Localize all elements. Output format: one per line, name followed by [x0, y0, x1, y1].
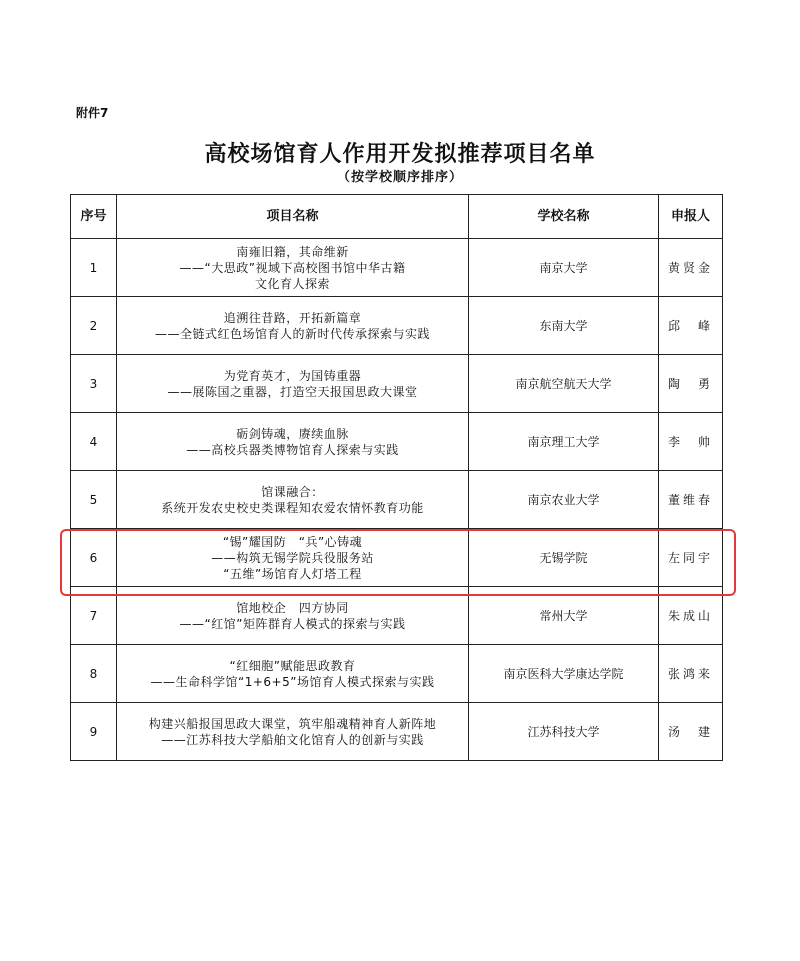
project-name-line: ——生命科学馆“1+6+5”场馆育人模式探索与实践	[150, 674, 435, 689]
header-number: 序号	[71, 195, 117, 239]
school-name-cell: 常州大学	[469, 587, 659, 645]
project-name-line: 系统开发农史校史类课程知农爱农情怀教育功能	[161, 500, 424, 515]
project-name-line: “锡”耀国防 “兵”心铸魂	[222, 534, 363, 549]
document-subtitle: （按学校顺序排序）	[336, 170, 463, 185]
project-name-line: ——江苏科技大学船舶文化馆育人的创新与实践	[161, 732, 424, 747]
project-name-line: 为党育英才，为国铸重器	[223, 368, 362, 383]
project-name-cell	[117, 703, 469, 761]
table-row	[71, 645, 723, 703]
document-title: 高校场馆育人作用开发拟推荐项目名单	[204, 142, 596, 167]
project-name-line: 追溯往昔路，开拓新篇章	[223, 310, 362, 325]
project-name-line: 砺剑铸魂，赓续血脉	[236, 426, 349, 441]
project-name-line: 构建兴船报国思政大课堂，筑牢船魂精神育人新阵地	[148, 716, 437, 731]
project-name-cell	[117, 355, 469, 413]
project-name-cell	[117, 471, 469, 529]
table-row	[71, 703, 723, 761]
project-name-line: ——高校兵器类博物馆育人探索与实践	[186, 442, 399, 457]
table-row	[71, 413, 723, 471]
school-name-cell: 江苏科技大学	[469, 703, 659, 761]
header-project-name: 项目名称	[117, 195, 469, 239]
row-number: 8	[71, 645, 117, 703]
project-name-cell	[117, 297, 469, 355]
school-name-cell: 南京理工大学	[469, 413, 659, 471]
row-number: 7	[71, 587, 117, 645]
applicant-cell: 左同宇	[659, 529, 723, 587]
table-row	[71, 239, 723, 297]
applicant-cell: 朱成山	[659, 587, 723, 645]
project-name-line: ——“大思政”视域下高校图书馆中华古籍	[179, 260, 406, 275]
school-name-cell: 南京大学	[469, 239, 659, 297]
table-row	[71, 297, 723, 355]
project-name-line: 南雍旧籍，其命维新	[236, 244, 349, 259]
project-name-cell	[117, 645, 469, 703]
applicant-cell: 陶 勇	[659, 355, 723, 413]
highlight-box	[60, 529, 736, 596]
project-name-line: ——展陈国之重器，打造空天报国思政大课堂	[167, 384, 418, 399]
school-name-cell: 无锡学院	[469, 529, 659, 587]
row-number: 5	[71, 471, 117, 529]
row-number: 9	[71, 703, 117, 761]
row-number: 6	[71, 529, 117, 587]
table-row	[71, 471, 723, 529]
project-name-cell	[117, 413, 469, 471]
applicant-cell: 张鸿来	[659, 645, 723, 703]
table-row	[71, 355, 723, 413]
project-name-line: “五维”场馆育人灯塔工程	[223, 566, 362, 581]
school-name-cell: 南京农业大学	[469, 471, 659, 529]
row-number: 2	[71, 297, 117, 355]
applicant-cell: 黄贤金	[659, 239, 723, 297]
applicant-cell: 李 帅	[659, 413, 723, 471]
project-table	[70, 194, 723, 761]
school-name-cell: 南京航空航天大学	[469, 355, 659, 413]
project-name-line: “红细胞”赋能思政教育	[229, 658, 356, 673]
table-header-row	[71, 195, 723, 239]
project-name-line: ——全链式红色场馆育人的新时代传承探索与实践	[154, 326, 430, 341]
project-name-line: 馆地校企 四方协同	[236, 600, 349, 615]
project-name-line: 馆课融合：	[261, 484, 324, 499]
school-name-cell: 东南大学	[469, 297, 659, 355]
row-number: 4	[71, 413, 117, 471]
project-name-line: 文化育人探索	[254, 276, 330, 291]
applicant-cell: 邱 峰	[659, 297, 723, 355]
applicant-cell: 董维春	[659, 471, 723, 529]
project-name-line: ——构筑无锡学院兵役服务站	[211, 550, 374, 565]
header-school-name: 学校名称	[469, 195, 659, 239]
project-name-cell	[117, 239, 469, 297]
project-name-line: ——“红馆”矩阵群育人模式的探索与实践	[179, 616, 406, 631]
row-number: 1	[71, 239, 117, 297]
attachment-label: 附件7	[76, 106, 109, 120]
applicant-cell: 汤 建	[659, 703, 723, 761]
row-number: 3	[71, 355, 117, 413]
school-name-cell: 南京医科大学康达学院	[469, 645, 659, 703]
header-applicant: 申报人	[659, 195, 723, 239]
